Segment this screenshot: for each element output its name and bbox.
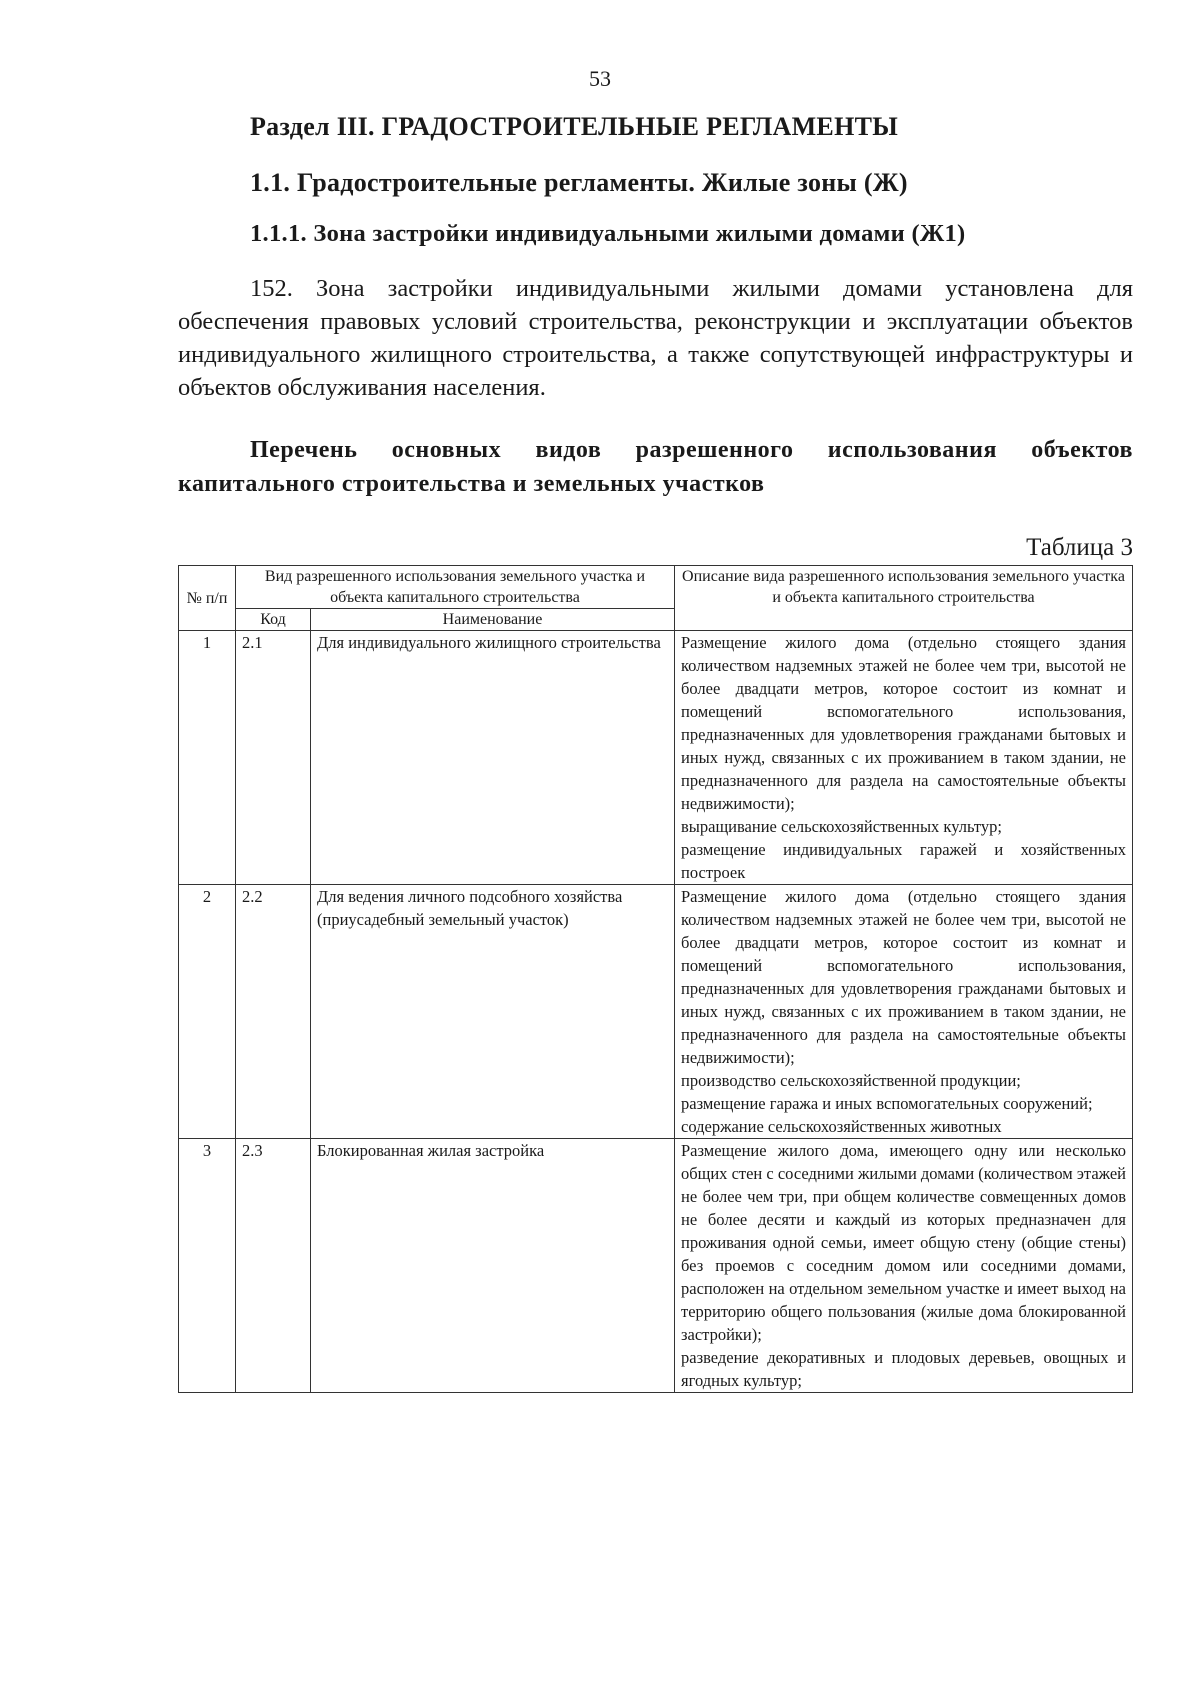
description-line: размещение гаража и иных вспомогательных сооружений; (681, 1094, 1093, 1113)
description-line: размещение индивидуальных гаражей и хозяйственных построек (681, 840, 1126, 882)
header-use-type: Вид разрешенного использования земельного участка и объекта капитального строительства (236, 566, 675, 609)
land-use-table (178, 565, 1133, 1393)
table-row (179, 1139, 1133, 1393)
description-line: производство сельскохозяйственной продукции; (681, 1071, 1021, 1090)
subzone-heading: 1.1.1. Зона застройки индивидуальными жилыми домами (Ж1) (250, 220, 966, 247)
description-line: Размещение жилого дома (отдельно стоящего здания количеством надземных этажей не более чем три, высотой не более двадцати метров, которое состоит из комнат и помещений вспомогательного использования, предназначенных для удовлетворения гражданами бытовых и иных нужд, связанных с их проживанием в таком здании, не предназначенного для раздела на самостоятельные объекты недвижимости); (681, 887, 1126, 1067)
intro-paragraph: 152. Зона застройки индивидуальными жилыми домами установлена для обеспечения правовых условий строительства, реконструкции и эксплуатации объектов индивидуального жилищного строительства, а также сопутствующей инфраструктуры и объектов обслуживания населения. (178, 275, 1133, 401)
row-description (675, 631, 1133, 885)
row-name: Для ведения личного подсобного хозяйства (приусадебный земельный участок) (311, 885, 675, 1139)
row-code: 2.3 (236, 1139, 311, 1393)
table-row (179, 885, 1133, 1139)
table-caption: Таблица 3 (1026, 534, 1133, 561)
header-code: Код (236, 609, 311, 631)
description-line: Размещение жилого дома, имеющего одну или несколько общих стен с соседними жилыми домами (количеством этажей не более чем три, при общем количестве совмещенных домов не более десяти и каждый из которых предназначен для проживания одной семьи, имеет общую стену (общие стены) без проемов с соседним домом или соседними домами, расположен на отдельном земельном участке и имеет выход на территорию общего пользования (жилые дома блокированной застройки); (681, 1141, 1126, 1344)
section-heading: Раздел III. ГРАДОСТРОИТЕЛЬНЫЕ РЕГЛАМЕНТЫ (250, 112, 899, 141)
header-name: Наименование (311, 609, 675, 631)
row-description (675, 1139, 1133, 1393)
header-description: Описание вида разрешенного использования земельного участка и объекта капитального строительства (675, 566, 1133, 631)
description-line: выращивание сельскохозяйственных культур; (681, 817, 1002, 836)
row-code: 2.1 (236, 631, 311, 885)
list-title: Перечень основных видов разрешенного использования объектов капитального строительства и земельных участков (178, 437, 1133, 497)
row-name: Для индивидуального жилищного строительства (311, 631, 675, 885)
zone-heading: 1.1. Градостроительные регламенты. Жилые зоны (Ж) (250, 168, 908, 197)
description-line: разведение декоративных и плодовых деревьев, овощных и ягодных культур; (681, 1348, 1126, 1390)
row-description (675, 885, 1133, 1139)
row-number: 1 (179, 631, 236, 885)
page-number: 53 (589, 66, 611, 91)
header-num: № п/п (179, 566, 236, 631)
row-number: 3 (179, 1139, 236, 1393)
row-name: Блокированная жилая застройка (311, 1139, 675, 1393)
table-row (179, 631, 1133, 885)
row-number: 2 (179, 885, 236, 1139)
description-line: Размещение жилого дома (отдельно стоящего здания количеством надземных этажей не более чем три, высотой не более двадцати метров, которое состоит из комнат и помещений вспомогательного использования, предназначенных для удовлетворения гражданами бытовых и иных нужд, связанных с их проживанием в таком здании, не предназначенного для раздела на самостоятельные объекты недвижимости); (681, 633, 1126, 813)
description-line: содержание сельскохозяйственных животных (681, 1117, 1002, 1136)
row-code: 2.2 (236, 885, 311, 1139)
